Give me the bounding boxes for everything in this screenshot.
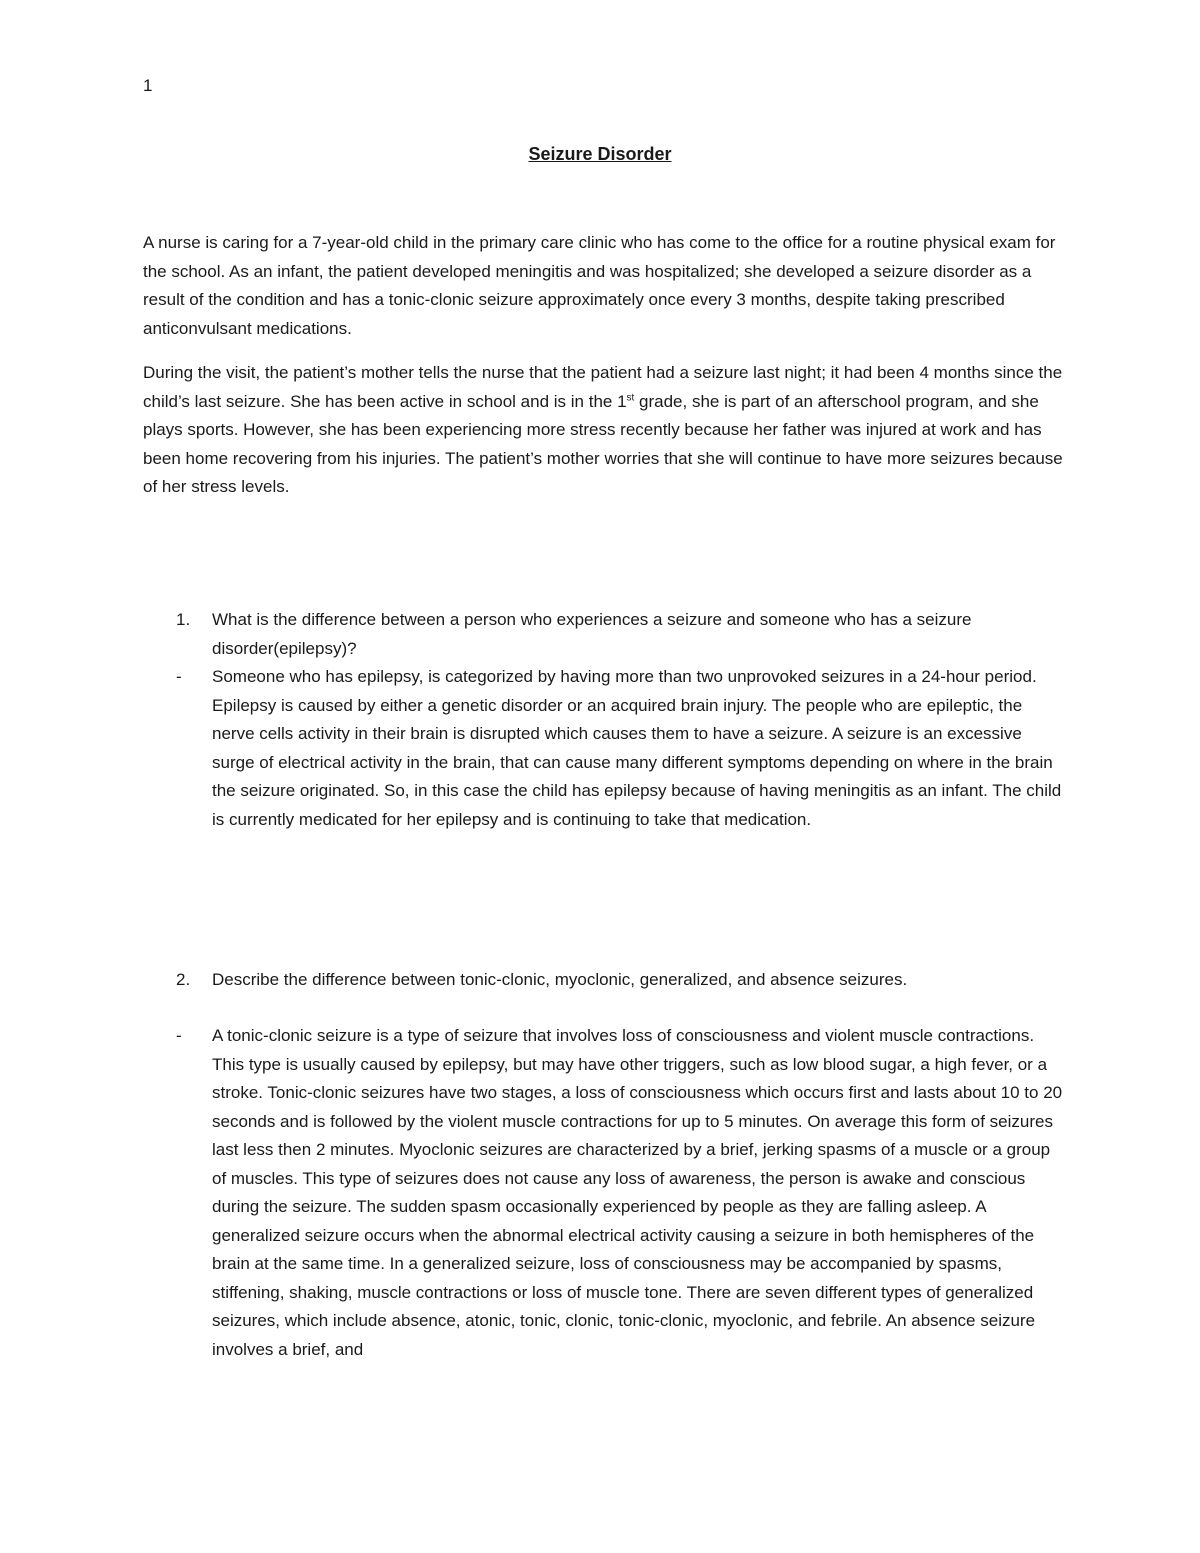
question-2-text: Describe the difference between tonic-clonic, myoclonic, generalized, and absence seizures.	[212, 970, 908, 989]
question-1-text: What is the difference between a person who experiences a seizure and someone who has a seizure disorder(epilepsy)?	[212, 610, 972, 658]
page-number: 1	[143, 76, 153, 95]
intro-paragraph-1: A nurse is caring for a 7-year-old child in the primary care clinic who has come to the office for a routine physical exam for the school. As an infant, the patient developed meningitis and was hospitalized; she developed a seizure disorder as a result of the condition and has a tonic-clonic seizure approximately once every 3 months, despite taking prescribed anticonvulsant medications.	[143, 233, 1056, 338]
answer-2-text: A tonic-clonic seizure is a type of seizure that involves loss of consciousness and violent muscle contractions. This type is usually caused by epilepsy, but may have other triggers, such as low blood sugar, a high fever, or a stroke. Tonic-clonic seizures have two stages, a loss of consciousness which occurs first and lasts about 10 to 20 seconds and is followed by the violent muscle contractions for up to 5 minutes. On average this form of seizures last less then 2 minutes. Myoclonic seizures are characterized by a brief, jerking spasms of a muscle or a group of muscles. This type of seizures does not cause any loss of awareness, the person is awake and conscious during the seizure. The sudden spasm occasionally experienced by people as they are falling asleep. A generalized seizure occurs when the abnormal electrical activity causing a seizure in both hemispheres of the brain at the same time. In a generalized seizure, loss of consciousness may be accompanied by spasms, stiffening, shaking, muscle contractions or loss of muscle tone. There are seven different types of generalized seizures, which include absence, atonic, tonic, clonic, tonic-clonic, myoclonic, and febrile. An absence seizure involves a brief, and	[212, 1026, 1063, 1359]
intro-paragraph-2-text: During the visit, the patient’s mother tells the nurse that the patient had a seizure last night; it had been 4 months since the child’s last seizure. She has been active in school and is in the 1	[143, 363, 1063, 411]
question-2-number: 2.	[176, 970, 191, 989]
intro-paragraph-2	[143, 359, 1063, 502]
question-2	[176, 966, 1066, 995]
superscript-ordinal: st	[626, 391, 635, 403]
answer-1-dash: -	[176, 667, 182, 686]
answer-2	[176, 1022, 1066, 1364]
intro-paragraph-2-text-continued: grade, she is part of an afterschool program, and she plays sports. However, she has been experiencing more stress recently because her father was injured at work and has been home recovering from his injuries. The patient’s mother worries that she will continue to have more seizures because of her stress levels.	[143, 391, 1063, 496]
answer-1-text: Someone who has epilepsy, is categorized by having more than two unprovoked seizures in a 24-hour period. Epilepsy is caused by either a genetic disorder or an acquired brain injury. The people who are epileptic, the nerve cells activity in their brain is disrupted which causes them to have a seizure. A seizure is an excessive surge of electrical activity in the brain, that can cause many different symptoms depending on where in the brain the seizure originated. So, in this case the child has epilepsy because of having meningitis as an infant. The child is currently medicated for her epilepsy and is continuing to take that medication.	[212, 667, 1062, 829]
document-title: Seizure Disorder	[528, 144, 672, 164]
answer-2-dash: -	[176, 1026, 182, 1045]
answer-1	[176, 663, 1066, 834]
question-1	[176, 606, 1066, 663]
question-1-number: 1.	[176, 610, 191, 629]
